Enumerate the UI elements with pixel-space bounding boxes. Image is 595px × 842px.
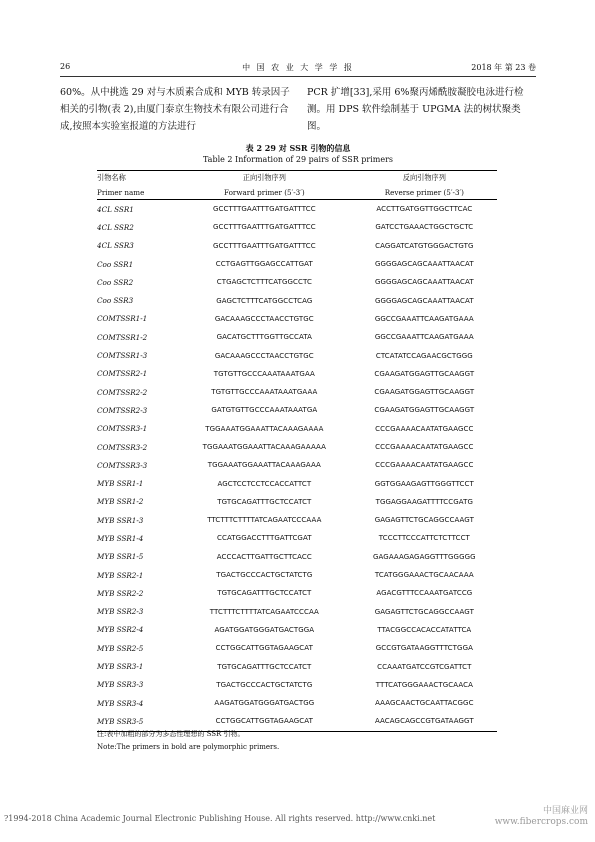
running-header [60,60,536,77]
table-row [97,694,497,712]
reverse-primer: GAGAGTTCTGCAGGCCAAGT [374,516,474,525]
primer-name: MYB SSR3-5 [97,716,144,726]
table-row [97,328,497,346]
table-row [97,529,497,547]
reverse-primer: AACAGCAGCCGTGATAAGGT [374,717,474,726]
col-header-forward-en: Forward primer (5′-3′) [224,187,305,197]
reverse-primer: CCCGAAAACAATATGAAGCC [375,461,474,470]
col-header-reverse-en: Reverse primer (5′-3′) [384,187,464,197]
reverse-primer: ACCTTGATGGTTGGCTTCAC [376,205,473,214]
table-row [97,603,497,621]
primer-name: MYB SSR1-4 [97,533,144,543]
table-row [97,255,497,273]
primer-name: COMTSSR2-3 [97,405,148,415]
table-notes [97,728,497,754]
reverse-primer: CCAAATGATCCGTCGATTCT [377,662,472,671]
reverse-primer: GGTGGAAGAGTTGGGTTCCT [374,479,474,488]
watermark [495,806,588,828]
primer-name: MYB SSR1-2 [97,497,144,507]
forward-primer: CCTGGCATTGGTAGAAGCAT [215,644,314,653]
table-note-zh: 注:表中加粗的部分为多态性理想的 SSR 引物。 [97,730,245,738]
forward-primer: GACAAAGCCCTAACCTGTGC [214,314,314,323]
primer-name: MYB SSR3-1 [97,662,144,672]
forward-primer: CTGAGCTCTTTCATGGCCTC [216,278,312,287]
reverse-primer: TTTCATGGGAAACTGCAACA [375,680,473,689]
table-row [97,438,497,456]
forward-primer: CCTGGCATTGGTAGAAGCAT [215,717,314,726]
reverse-primer: GATCCTGAAACTGGCTGCTC [375,223,474,232]
primer-name: MYB SSR1-1 [97,479,144,489]
forward-primer: AGATGGATGGGATGACTGGA [214,625,315,634]
forward-primer: GACAAAGCCCTAACCTGTGC [214,351,314,360]
primer-name: COMTSSR2-2 [97,387,148,397]
watermark-text: 中国麻业网 [542,806,588,816]
reverse-primer: GGGGAGCAGCAAATTAACAT [374,260,474,269]
table-row [97,621,497,639]
table-row [97,237,497,255]
reverse-primer: GGCCGAAATTCAAGATGAAA [374,333,474,342]
forward-primer: CCTGAGTTGGAGCCATTGAT [215,260,313,269]
forward-primer: GCCTTTGAATTTGATGATTTCC [212,205,316,214]
primer-name: MYB SSR2-1 [97,570,144,580]
table-row [97,346,497,364]
reverse-primer: GGCCGAAATTCAAGATGAAA [374,314,474,323]
reverse-primer: CGAAGATGGAGTTGCAAGGT [374,369,475,378]
forward-primer: AGCTCCTCCTCCACCATTCT [217,479,312,488]
table-row [97,639,497,657]
table-row [97,657,497,675]
primer-name: COMTSSR1-3 [97,351,148,361]
table-row [97,456,497,474]
watermark-url: www.fibercrops.com [494,817,588,827]
primer-name: COMTSSR1-1 [97,314,148,324]
reverse-primer: AGACGTTTCCAAATGATCCG [376,589,473,598]
primer-name: Coo SSR3 [97,296,134,306]
reverse-primer: CCCGAAAACAATATGAAGCC [375,424,474,433]
forward-primer: GAGCTCTTTCATGGCCTCAG [216,296,313,305]
reverse-primer: GGGGAGCAGCAAATTAACAT [374,296,474,305]
col-header-name-zh: 引物名称 [97,173,126,182]
reverse-primer: TCATGGGAAACTGCAACAAA [374,571,474,580]
reverse-primer: AAAGCAACTGCAATTACGGC [375,699,474,708]
forward-primer: GACATGCTTTGGTTGCCATA [216,333,313,342]
primer-table [97,170,497,734]
reverse-primer: GGGGAGCAGCAAATTAACAT [374,278,474,287]
reverse-primer: CTCATATCCAGAACGCTGGG [375,351,473,360]
table-caption [60,143,536,165]
table-row [97,493,497,511]
table-row [97,310,497,328]
journal-title: 中 国 农 业 大 学 学 报 [242,63,354,72]
forward-primer: TGTGCAGATTTGCTCCATCT [217,662,312,671]
primer-name: Coo SSR2 [97,277,134,287]
reverse-primer: CAGGATCATGTGGGACTGTG [375,241,474,250]
left-column-paragraph: 60%。从中挑选 29 对与木质素合成和 MYB 转录因子相关的引物(表 2),由厦门泰京生物技术有限公司进行合成,按照本实验室报道的方法进行 [60,87,290,132]
table-row [97,511,497,529]
table-row [97,584,497,602]
forward-primer: TGTGCAGATTTGCTCCATCT [217,497,312,506]
volume-label: 2018 年 第 23 卷 [471,63,536,72]
table-row [97,548,497,566]
col-header-forward-zh: 正向引物序列 [242,173,286,182]
primer-name: MYB SSR3-3 [97,680,144,690]
reverse-primer: TCCCTTCCCATTCTCTTCCT [378,534,470,543]
primer-name: 4CL SSR1 [97,204,134,214]
forward-primer: GCCTTTGAATTTGATGATTTCC [212,241,316,250]
table-caption-zh: 表 2 29 对 SSR 引物的信息 [245,143,351,153]
primer-name: MYB SSR3-4 [97,698,144,708]
forward-primer: TGTGTTGCCCAAATAAATGAAA [211,388,318,397]
primer-name: MYB SSR1-5 [97,552,144,562]
reverse-primer: CGAAGATGGAGTTGCAAGGT [374,406,475,415]
primer-table-body [97,200,497,732]
primer-name: MYB SSR2-5 [97,643,144,653]
forward-primer: TGTGCAGATTTGCTCCATCT [217,589,312,598]
page-number: 26 [60,62,71,71]
primer-name: Coo SSR1 [97,259,134,269]
forward-primer: ACCCACTTGATTGCTTCACC [216,552,312,561]
reverse-primer: GAGAGTTCTGCAGGCCAAGT [374,607,474,616]
reverse-primer: TTACGGCCACACCATATTCA [377,625,472,634]
primer-name: MYB SSR2-2 [97,588,144,598]
primer-name: MYB SSR2-4 [97,625,144,635]
primer-name: 4CL SSR3 [97,241,134,251]
table-caption-en: Table 2 Information of 29 pairs of SSR primers [202,155,394,164]
primer-name: COMTSSR3-1 [97,424,148,434]
col-header-name-en: Primer name [97,187,145,197]
forward-primer: TTCTTTCTTTTATCAGAATCCCAAA [207,516,322,525]
primer-name: COMTSSR3-2 [97,442,148,452]
primer-name: COMTSSR1-2 [97,332,148,342]
table-row [97,474,497,492]
forward-primer: GATGTGTTGCCCAAATAAATGA [211,406,318,415]
col-header-reverse-zh: 反向引物序列 [402,173,446,182]
forward-primer: TGTGTTGCCCAAATAAATGAA [213,369,315,378]
forward-primer: GCCTTTGAATTTGATGATTTCC [212,223,316,232]
forward-primer: TGGAAATGGAAATTACAAAGAAAAA [202,443,327,451]
forward-primer: TGGAAATGGAAATTACAAAGAAA [207,461,321,470]
forward-primer: TGGAAATGGAAATTACAAAGAAAA [205,424,324,433]
forward-primer: TGACTGCCCACTGCTATCTG [216,571,313,580]
copyright-notice: ?1994-2018 China Academic Journal Electronic Publishing House. All rights reserved. http://www.cnki.net [4,814,436,823]
page-footer [4,806,594,827]
reverse-primer: GAGAAAGAGAGGTTTGGGGG [373,552,476,561]
forward-primer: TGACTGCCCACTGCTATCTG [216,680,313,689]
primer-name: MYB SSR1-3 [97,515,144,525]
reverse-primer: GCCGTGATAAGGTTTCTGGA [375,644,473,653]
table-row [97,200,497,219]
table-row [97,676,497,694]
reverse-primer: CGAAGATGGAGTTGCAAGGT [374,388,475,397]
table-row [97,365,497,383]
reverse-primer: CCCGAAAACAATATGAAGCC [375,443,474,451]
forward-primer: TTCTTTCTTTTATCAGAATCCCAA [209,607,319,616]
primer-name: 4CL SSR2 [97,222,134,232]
primer-name: COMTSSR2-1 [97,369,148,379]
table-row [97,383,497,401]
forward-primer: CCATGGACCTTTGATTCGAT [216,534,312,543]
table-row [97,566,497,584]
table-note-en: Note:The primers in bold are polymorphic primers. [97,743,280,751]
table-row [97,420,497,438]
table-row [97,401,497,419]
primer-name: MYB SSR2-3 [97,607,144,617]
table-row [97,218,497,236]
table-row [97,291,497,309]
right-column-paragraph: PCR 扩增[33],采用 6%聚丙烯酰胺凝胶电泳进行检测。用 DPS 软件绘制基于 UPGMA 法的树状聚类图。 [307,87,524,132]
forward-primer: AAGATGGATGGGATGACTGG [214,699,315,708]
primer-name: COMTSSR3-3 [97,460,148,470]
table-row [97,273,497,291]
reverse-primer: TGGAGGAAGATTTTCCGATG [375,497,474,506]
